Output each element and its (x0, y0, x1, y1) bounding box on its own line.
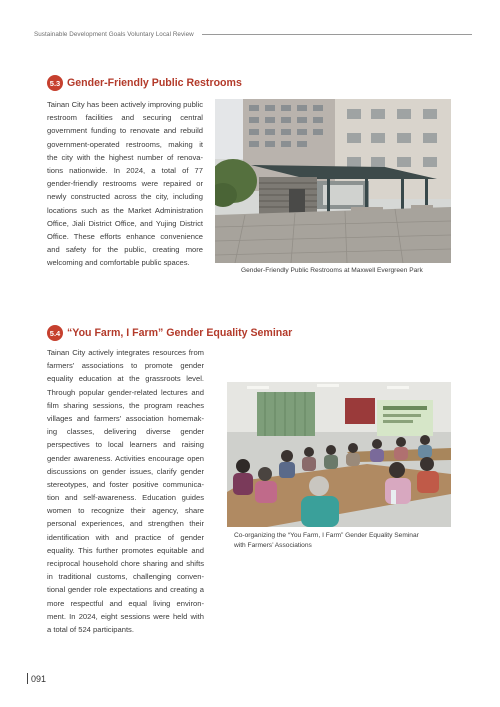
section-5-4-body (47, 346, 204, 636)
body-line: restroom facilities and securing central (47, 113, 203, 123)
restroom-photo (215, 99, 451, 263)
body-line: government funding to renovate and rebuild (47, 126, 203, 136)
body-line: equality. This further promotes equitable and (47, 545, 204, 555)
seminar-photo (227, 382, 451, 527)
caption-line: with Farmers’ Associations (234, 542, 312, 549)
body-line: stereotypes, and foster positive communica- (47, 479, 204, 489)
body-line: the city with the highest number of renova- (47, 152, 203, 162)
body-line: Tainan City has been actively improving public (47, 100, 203, 109)
body-line: ment. In 2024, eight sessions were held with (47, 611, 204, 621)
body-line: government-operated restrooms, making it (47, 139, 203, 149)
body-line: Office, Jiali District Office, and Yujing District (47, 218, 203, 228)
body-line: discussions on gender issues, clarify gender (47, 466, 204, 476)
caption-line: Co-organizing the “You Farm, I Farm” Gender Equality Seminar (234, 532, 419, 539)
body-line: Through popular gender-related lectures and (47, 387, 204, 397)
body-line: a total of 524 participants. (47, 624, 134, 634)
body-line: more respectful and equal living environ- (47, 598, 204, 608)
running-header: Sustainable Development Goals Voluntary Local Review (34, 31, 194, 38)
body-line: newly constructed across the city, including (47, 192, 203, 202)
body-line: women to recognize their agency, share (47, 506, 204, 516)
section-number-badge: 5.3 (47, 75, 63, 91)
body-line: tions nationwide. In 2024, a total of 77 (47, 165, 203, 175)
restroom-photo-caption: Gender-Friendly Public Restrooms at Maxwell Evergreen Park (241, 267, 423, 274)
page-number-bar (27, 673, 28, 684)
body-line: tion and self-awareness. Education guides (47, 493, 204, 503)
body-line: ing classes, delivering diverse gender (47, 427, 204, 437)
body-line: and safety for the public, creating more (47, 245, 203, 255)
page-number-text: 091 (31, 673, 47, 684)
body-line: personal experiences, and strengthen their (47, 519, 204, 529)
section-5-4-heading (47, 325, 292, 341)
body-line: perspectives to local learners and raising (47, 440, 204, 450)
page-number (27, 673, 46, 684)
body-line: equality education at the grassroots level. (47, 374, 204, 384)
body-line: Office. These efforts enhance convenience (47, 231, 203, 241)
body-line: reciprocal household chore sharing and shifts (47, 559, 204, 568)
body-line: film sharing sessions, the program reaches (47, 400, 204, 410)
seminar-photo-caption (234, 531, 454, 551)
body-line: in traditional customs, challenging conven- (47, 572, 204, 582)
body-line: Tainan City actively integrates resources from (47, 348, 204, 357)
body-line: locations such as the Market Administration (47, 205, 203, 215)
body-line: welcoming and comfortable public spaces. (47, 258, 190, 268)
body-line: tional gender role expectations and creating a (47, 585, 204, 595)
section-5-3-heading (47, 75, 242, 91)
body-line: gender-friendly restrooms were repaired or (47, 179, 203, 189)
section-5-3-body (47, 98, 203, 269)
body-line: villages and farmers’ association homemak- (47, 413, 204, 423)
body-line: identification with and practice of gender (47, 532, 204, 542)
body-line: gender awareness. Activities encourage open (47, 453, 204, 463)
body-line: farmers’ associations to promote gender (47, 361, 204, 371)
section-title: “You Farm, I Farm” Gender Equality Seminar (67, 327, 293, 339)
section-number-badge: 5.4 (47, 325, 63, 341)
header-rule (202, 34, 472, 35)
section-title: Gender-Friendly Public Restrooms (67, 77, 242, 89)
